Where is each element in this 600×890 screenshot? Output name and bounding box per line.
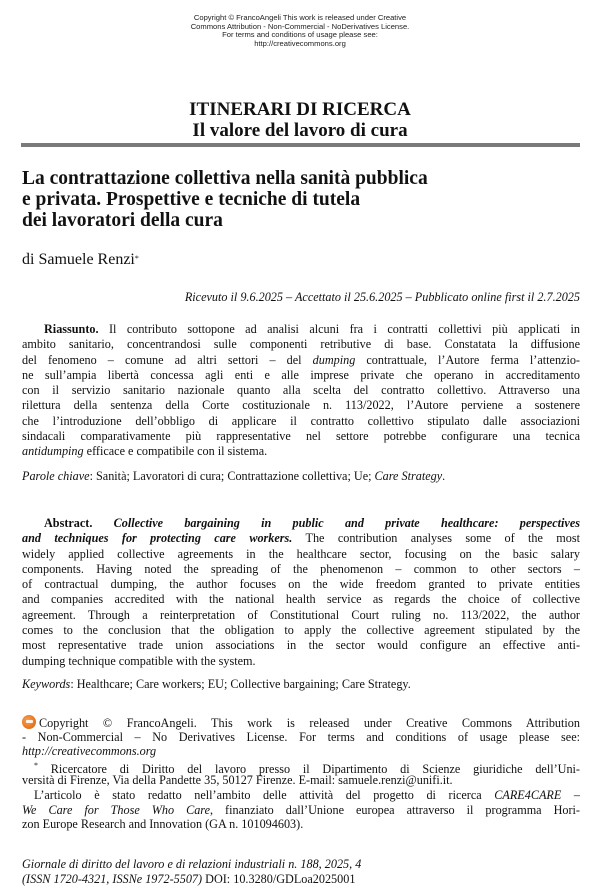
- doi: DOI: 10.3280/GDLoa2025001: [202, 872, 356, 886]
- author-line: [22, 251, 139, 269]
- copyright-stamp: [140, 14, 460, 48]
- text-line: components. Having noted the spreading of the phenomenon – common to other sectors –: [22, 561, 580, 576]
- project-line: L’articolo è stato redatto nell’ambito delle attività del progetto di ricerca CARE4CARE –: [34, 787, 580, 802]
- parole-chiave-terms: Sanità; Lavoratori di cura; Contrattazione collettiva; Ue;: [96, 469, 375, 483]
- affiliation-line: * Ricercatore di Diritto del lavoro presso il Dipartimento di Scienze giuridiche dell’Uni-: [34, 760, 580, 776]
- author-footnote-mark[interactable]: *: [134, 254, 139, 263]
- stamp-link[interactable]: http://creativecommons.org: [254, 38, 346, 48]
- text-line: sindacali comparativamente più rappresentative nel settore potrebbe configurare una tecnica: [22, 429, 580, 444]
- license-url-link[interactable]: http://creativecommons.org: [22, 744, 157, 759]
- text-line: [22, 516, 580, 531]
- keywords-label: Keywords: [22, 677, 71, 691]
- journal-issn-doi: [22, 872, 361, 887]
- text-line: widely applied collective agreements in the healthcare sector, focusing on the basic salary: [22, 546, 580, 561]
- license-line: - Non-Commercial – No Derivatives License. For terms and conditions of usage please see:: [22, 729, 580, 744]
- stamp-line: Copyright © FrancoAngeli This work is released under Creative: [193, 13, 407, 22]
- text-line: most representative trade union associations in the sector would configure an effective anti-: [22, 638, 580, 653]
- riassunto-label: Riassunto.: [44, 322, 99, 336]
- text-line: of contractual dumping, the author focuses on the wide freedom granted to private entities: [22, 577, 580, 592]
- author-prefix: di: [22, 251, 39, 268]
- abstract-english-title: Collective bargaining in public and private healthcare: perspectives: [92, 516, 580, 530]
- license-line: Copyright © FrancoAngeli. This work is released under Creative Commons Attribution: [22, 715, 580, 730]
- issn: (ISSN 1720-4321, ISSNe 1972-5507): [22, 872, 203, 886]
- header-rule: [21, 143, 580, 147]
- project-line: zon Europe Research and Innovation (GA n. 101094603).: [22, 817, 304, 832]
- author-name: Samuele Renzi: [38, 251, 135, 268]
- text-line: dumping technique compatible with the system.: [22, 653, 256, 668]
- title-line: La contrattazione collettiva nella sanità pubblica: [22, 168, 428, 189]
- keywords-terms: Healthcare; Care workers; EU; Collective bargaining; Care Strategy.: [76, 677, 411, 691]
- stamp-line: For terms and conditions of usage please see:: [222, 30, 378, 40]
- text-line: ambito sanitario, concentrandosi sulle componenti retributive di base. Constatata la diffusione: [22, 337, 580, 352]
- series-title: ITINERARI DI RICERCA: [189, 99, 411, 120]
- publication-dates: Ricevuto il 9.6.2025 – Accettato il 25.6.2025 – Pubblicato online first il 2.7.2025: [184, 290, 580, 304]
- abstract-label: Abstract.: [44, 516, 93, 530]
- affiliation-line: versità di Firenze, Via della Pandette 35, 50127 Firenze. E-mail: samuele.renzi@unifi.it.: [22, 773, 453, 788]
- keywords: Keywords: Healthcare; Care workers; EU; Collective bargaining; Care Strategy.: [22, 677, 411, 691]
- title-line: e privata. Prospettive e tecniche di tutela: [22, 189, 361, 210]
- text-line: con il servizio sanitario nazionale quanto alla scelta del contratto collettivo. Attraverso una: [22, 383, 580, 398]
- journal-name: Giornale di diritto del lavoro e di relazioni industriali n. 188, 2025, 4: [22, 857, 362, 871]
- open-access-icon: [22, 715, 36, 729]
- parole-chiave-label: Parole chiave: [22, 469, 90, 483]
- footnotes: [22, 715, 580, 832]
- text-line: ne sull’ampia libertà concessa agli enti e alle imprese private che operano in accreditamento: [22, 367, 580, 382]
- abstract-paragraph: [22, 516, 580, 669]
- dumping-term: dumping: [312, 352, 356, 367]
- text-line: comes to the conclusion that the obligation to apply the collective agreement stipulated by the: [22, 623, 580, 638]
- text-line: del fenomeno – comune ad altri settori – del dumping contrattuale, l’Autore ferma l’attenzio-: [22, 352, 580, 367]
- text-line: and companies accredited with the national health service as regards the choice of collective: [22, 592, 580, 607]
- text-line: rilettura della sentenza della Corte costituzionale n. 113/2022, l’Autore perviene a sostenere: [22, 398, 580, 413]
- affiliation-mark: *: [34, 760, 38, 770]
- title-line: dei lavoratori della cura: [22, 210, 223, 231]
- text-line: Riassunto. Il contributo sottopone ad analisi alcuni fra i contratti collettivi più applicati in: [44, 322, 580, 336]
- riassunto-paragraph: [22, 322, 580, 460]
- section-header: [0, 99, 600, 141]
- project-line: We Care for Those Who Care, finanziato dall’Unione europea attraverso il programma Hori-: [22, 802, 580, 817]
- text-line: antidumping efficace e compatibile con il sistema.: [22, 444, 268, 459]
- text-line: and techniques for protecting care workers. The contribution analyses some of the most: [22, 531, 581, 546]
- text-line: che l’introduzione dell’obbligo di applicare il contratto collettivo stipulato dalle associazioni: [22, 413, 580, 428]
- text-line: agreement. Through a reinterpretation of Constitutional Court ruling no. 113/2022, the author: [22, 607, 580, 622]
- stamp-line: Commons Attribution - Non-Commercial - NoDerivatives License.: [190, 21, 410, 31]
- article-title: [22, 168, 582, 231]
- project-name: CARE4CARE –: [494, 787, 580, 802]
- antidumping-term: antidumping: [22, 444, 84, 459]
- series-subtitle: Il valore del lavoro di cura: [192, 120, 408, 141]
- parole-chiave: Parole chiave: Sanità; Lavoratori di cura; Contrattazione collettiva; Ue; Care Strategy.: [22, 469, 446, 483]
- journal-citation: [22, 857, 361, 887]
